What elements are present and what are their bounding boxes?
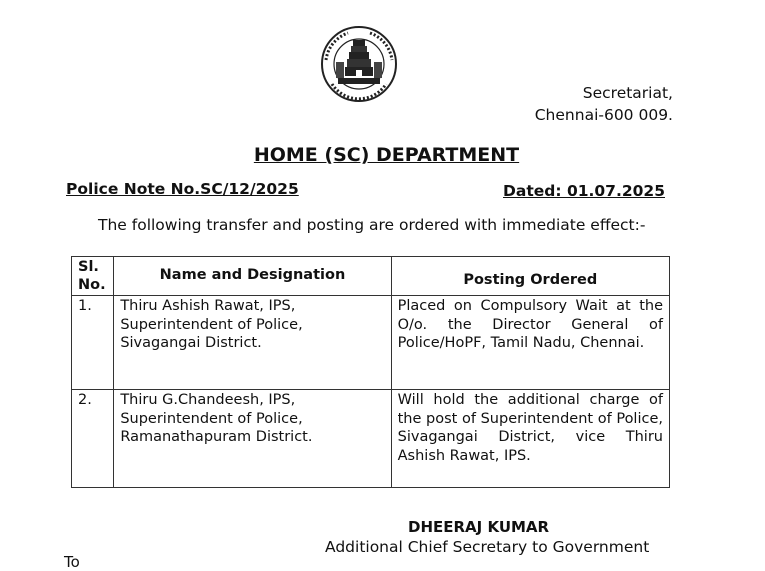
row-sl: 1. [72, 296, 114, 390]
note-number: Police Note No.SC/12/2025 [66, 180, 299, 198]
intro-text: The following transfer and posting are ordered with immediate effect:- [98, 216, 646, 234]
row-name [114, 390, 391, 488]
row-sl: 2. [72, 390, 114, 488]
table-row [72, 390, 670, 488]
to-label: To [64, 553, 80, 571]
note-date: Dated: 01.07.2025 [503, 182, 665, 200]
row-posting: Placed on Compulsory Wait at the O/o. the Director General of Police/HoPF, Tamil Nadu, Chennai. [391, 296, 669, 390]
row-name-line: Sivagangai District. [120, 335, 262, 351]
header-name: Name and Designation [114, 257, 391, 296]
sender-address [505, 82, 673, 126]
row-name [114, 296, 391, 390]
transfer-table [71, 256, 670, 488]
address-line-1: Secretariat, [582, 84, 673, 102]
department-heading: HOME (SC) DEPARTMENT [253, 144, 520, 166]
row-posting: Will hold the additional charge of the post of Superintendent of Police, Sivagangai District, vice Thiru Ashish Rawat, IPS. [391, 390, 669, 488]
table-row [72, 296, 670, 390]
header-posting: Posting Ordered [391, 257, 669, 296]
row-name-line: Ramanathapuram District. [120, 429, 313, 445]
signatory-name: DHEERAJ KUMAR [408, 518, 550, 536]
row-name-line: Superintendent of Police, [120, 410, 303, 427]
header-sl-line2: No. [78, 277, 106, 293]
header-sl-line1: Sl. [78, 259, 99, 275]
row-name-line: Thiru Ashish Rawat, IPS, [120, 298, 296, 314]
signatory-title: Additional Chief Secretary to Government [325, 538, 650, 556]
state-emblem-icon [318, 24, 400, 108]
row-name-line: Superintendent of Police, [120, 316, 303, 333]
header-sl-no [72, 257, 114, 296]
address-line-2: Chennai-600 009. [534, 106, 673, 124]
table-header-row [72, 257, 670, 296]
row-name-line: Thiru G.Chandeesh, IPS, [120, 392, 296, 408]
